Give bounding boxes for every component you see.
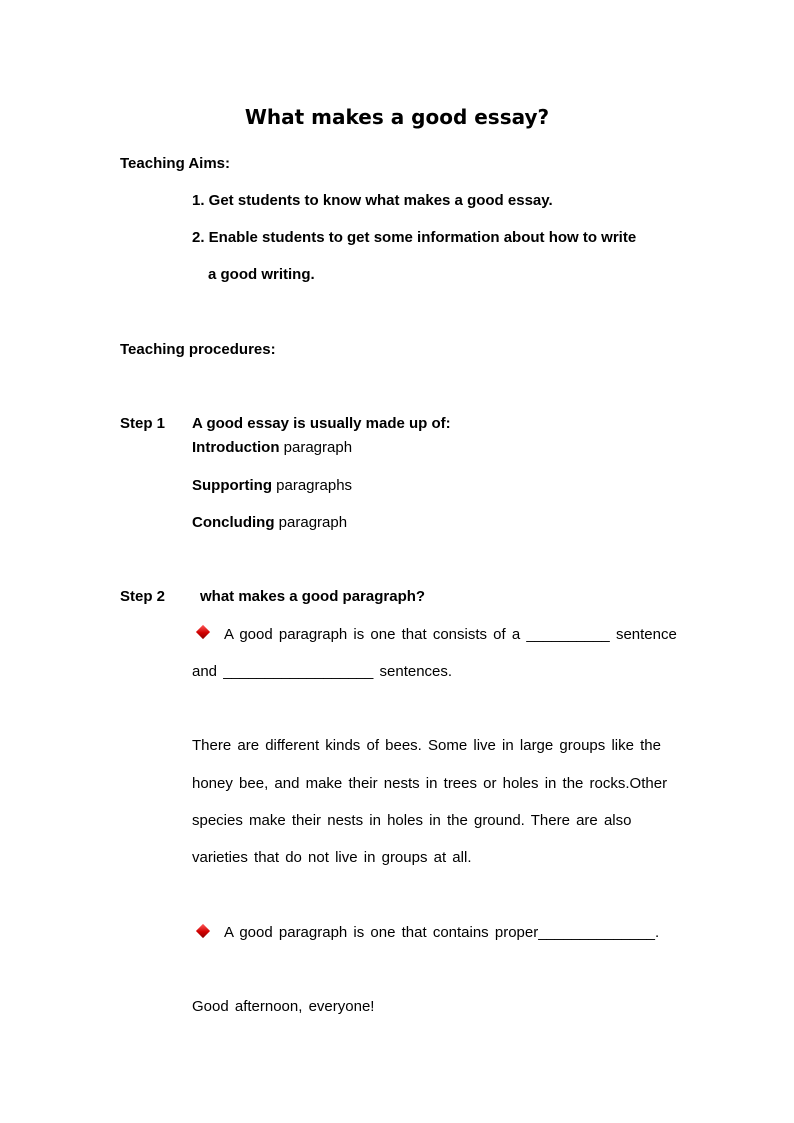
essay-part-rest: paragraph xyxy=(279,439,353,456)
step1-heading: A good essay is usually made up of: xyxy=(192,415,451,432)
diamond-bullet-icon xyxy=(196,924,210,938)
page-title: What makes a good essay? xyxy=(244,105,550,129)
step2-label: Step 2 xyxy=(120,588,166,605)
essay-part-term: Supporting xyxy=(192,477,272,494)
teaching-procedures-heading: Teaching procedures: xyxy=(120,341,276,358)
essay-part-introduction xyxy=(192,439,352,457)
essay-part-concluding xyxy=(192,514,347,532)
example-line-4: varieties that do not live in groups at all. xyxy=(192,849,472,866)
aim-item-2-continued: a good writing. xyxy=(208,266,315,283)
step1-label: Step 1 xyxy=(120,415,166,432)
essay-part-supporting xyxy=(192,477,352,495)
diamond-bullet-icon xyxy=(196,625,210,639)
step2-heading: what makes a good paragraph? xyxy=(200,588,426,605)
example-line-3: species make their nests in holes in the ground. There are also xyxy=(192,812,632,829)
aim-item-2: 2. Enable students to get some information about how to write xyxy=(192,229,637,246)
essay-part-rest: paragraphs xyxy=(271,477,353,494)
teaching-aims-heading: Teaching Aims: xyxy=(120,155,231,172)
bullet1-line1: A good paragraph is one that consists of a __________ sentence xyxy=(224,626,677,643)
aim-item-1: 1. Get students to know what makes a good essay. xyxy=(192,192,553,209)
bullet2-line: A good paragraph is one that contains proper______________. xyxy=(224,924,660,941)
essay-part-rest: paragraph xyxy=(274,514,348,531)
essay-part-term: Introduction xyxy=(192,439,280,456)
example-line-1: There are different kinds of bees. Some live in large groups like the xyxy=(192,737,661,754)
essay-part-term: Concluding xyxy=(192,514,275,531)
greeting-line: Good afternoon, everyone! xyxy=(192,998,375,1015)
bullet1-line2: and __________________ sentences. xyxy=(192,663,453,680)
example-line-2: honey bee, and make their nests in trees or holes in the rocks.Other xyxy=(192,775,668,792)
